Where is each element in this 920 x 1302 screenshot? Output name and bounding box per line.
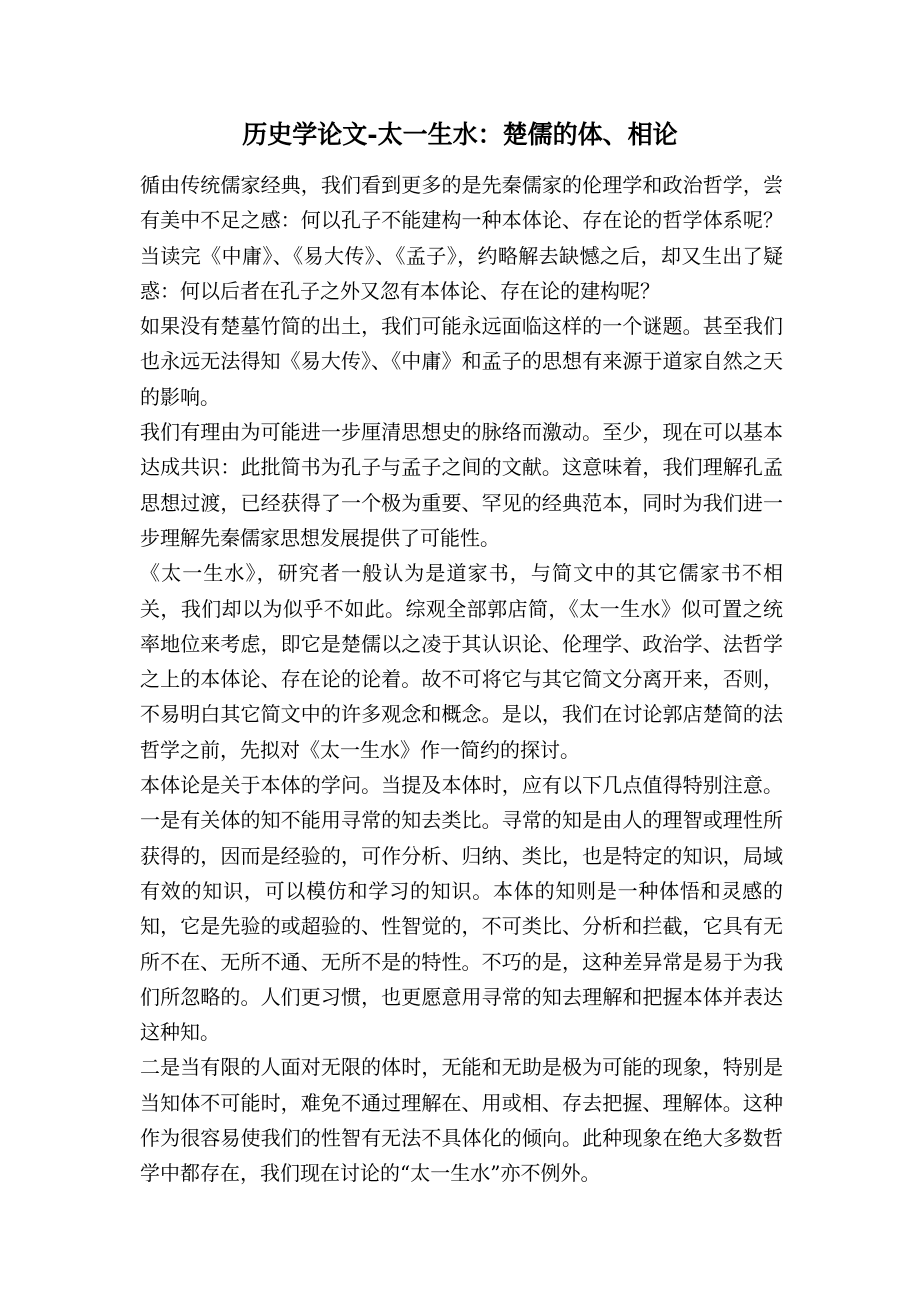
paragraph: 本体论是关于本体的学问。当提及本体时，应有以下几点值得特别注意。一是有关体的知不能用寻常的知去类比。寻常的知是由人的理智或理性所获得的，因而是经验的，可作分析、归纳、类比，也是特定的知识，局域有效的知识，可以模仿和学习的知识。本体的知则是一种体悟和灵感的知，它是先验的或超验的、性智觉的，不可类比、分析和拦截，它具有无所不在、无所不通、无所不是的特性。不巧的是，这种差异常是易于为我们所忽略的。人们更习惯，也更愿意用寻常的知去理解和把握本体并表达这种知。 <box>140 773 783 1045</box>
document-title: 历史学论文-太一生水：楚儒的体、相论 <box>242 120 678 149</box>
document-body <box>140 168 783 1192</box>
paragraph: 我们有理由为可能进一步厘清思想史的脉络而激动。至少，现在可以基本达成共识：此批简书为孔子与孟子之间的文献。这意味着，我们理解孔孟思想过渡，已经获得了一个极为重要、罕见的经典范本，同时为我们进一步理解先秦儒家思想发展提供了可能性。 <box>140 420 783 550</box>
paragraph: 二是当有限的人面对无限的体时，无能和无助是极为可能的现象，特别是当知体不可能时，难免不通过理解在、用或相、存去把握、理解体。这种作为很容易使我们的性智有无法不具体化的倾向。此种现象在绝大多数哲学中都存在，我们现在讨论的“太一生水”亦不例外。 <box>140 1055 783 1186</box>
paragraph: 《太一生水》，研究者一般认为是道家书，与简文中的其它儒家书不相关，我们却以为似乎不如此。综观全部郭店简，《太一生水》似可置之统率地位来考虑，即它是楚儒以之凌于其认识论、伦理学、政治学、法哲学之上的本体论、存在论的论着。故不可将它与其它简文分离开来，否则，不易明白其它简文中的许多观念和概念。是以，我们在讨论郭店楚简的法哲学之前，先拟对《太一生水》作一简约的探讨。 <box>140 561 783 762</box>
paragraph: 循由传统儒家经典，我们看到更多的是先秦儒家的伦理学和政治哲学，尝有美中不足之感：何以孔子不能建构一种本体论、存在论的哲学体系呢？当读完《中庸》、《易大传》、《孟子》，约略解去缺憾之后，却又生出了疑惑：何以后者在孔子之外又忽有本体论、存在论的建构呢？ <box>140 173 783 303</box>
paragraph: 如果没有楚墓竹简的出土，我们可能永远面临这样的一个谜题。甚至我们也永远无法得知《易大传》、《中庸》和孟子的思想有来源于道家自然之天的影响。 <box>140 314 783 409</box>
